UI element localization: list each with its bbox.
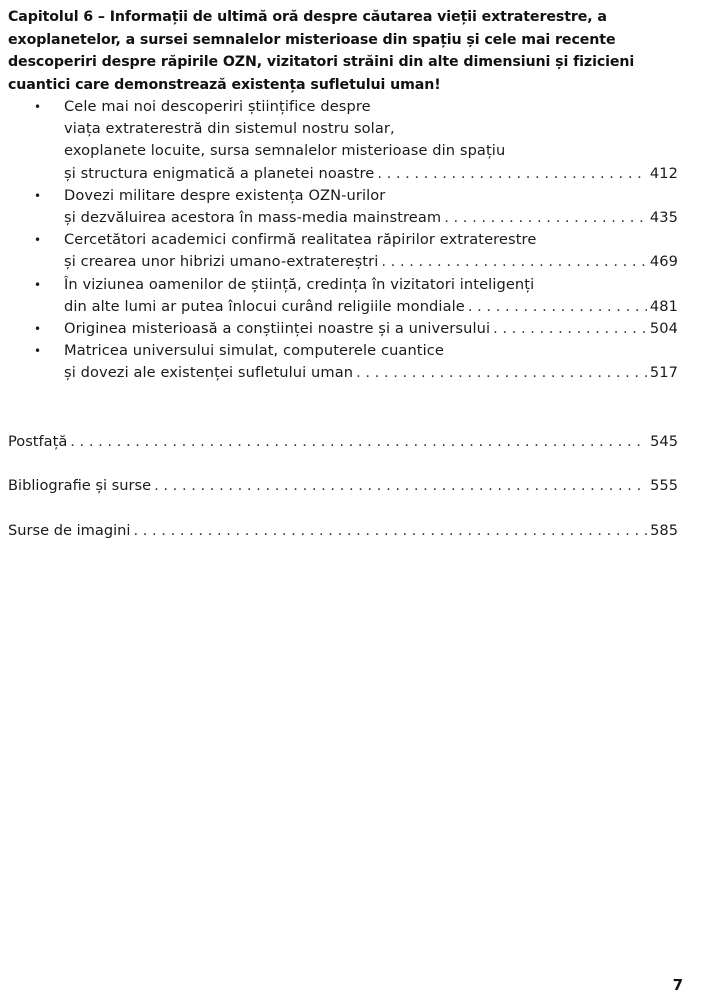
toc-entry-bibliography	[8, 475, 678, 497]
toc-entry-image-sources	[8, 520, 678, 542]
bullet-icon: •	[34, 233, 42, 248]
dot-leader	[493, 318, 647, 340]
toc-entry	[8, 229, 678, 273]
page-number: 435	[649, 209, 678, 227]
bullet-icon: •	[34, 100, 42, 114]
entry-text-line: exoplanete locuite, sursa semnalelor misterioase din spațiu	[64, 142, 506, 160]
page-number: 481	[649, 297, 678, 315]
page-number: 412	[649, 164, 678, 182]
entry-text-line: și dezvăluirea acestora în mass-media mainstream	[64, 209, 442, 227]
page-number: 504	[649, 320, 678, 338]
chapter-entries	[8, 96, 678, 385]
page-number: 517	[649, 364, 678, 382]
entry-leader-line	[64, 362, 678, 384]
dot-leader	[381, 251, 646, 273]
entry-label: Postfață	[8, 432, 68, 450]
page-number: 545	[650, 432, 678, 450]
entry-text-line: și structura enigmatică a planetei noastre	[64, 164, 375, 182]
entry-text-line: Dovezi militare despre existența OZN-urilor	[64, 186, 386, 204]
chapter-title: Capitolul 6 – Informații de ultimă oră despre căutarea vieții extraterestre, a exoplanetelor, a sursei semnalelor misterioase din spațiu și cele mai recente descoperiri despre răpirile OZN, vizitatori străini din alte dimensiuni și fizicieni cuantici care demonstrează existența sufletului uman!	[8, 9, 635, 93]
entry-leader-line	[64, 251, 678, 273]
dot-leader	[377, 163, 647, 185]
dot-leader	[468, 296, 647, 318]
bullet-icon: •	[34, 344, 42, 359]
toc-entry	[8, 340, 678, 384]
page-number: 469	[649, 253, 678, 271]
page-number: 555	[650, 477, 678, 495]
entry-text-line: din alte lumi ar putea înlocui curând religiile mondiale	[64, 297, 465, 315]
bullet-icon: •	[34, 322, 42, 337]
entry-label: Surse de imagini	[8, 521, 131, 539]
entry-leader-line	[64, 296, 678, 318]
entry-text-line: Cercetători academici confirmă realitatea răpirilor extraterestre	[64, 231, 537, 249]
entry-text-line: Originea misterioasă a conștiinței noastre și a universului	[64, 320, 491, 338]
toc-entry	[8, 274, 678, 318]
entry-text-line: viața extraterestră din sistemul nostru solar,	[64, 120, 395, 138]
dot-leader	[444, 207, 647, 229]
entry-text-line: și crearea unor hibrizi umano-extratereștri	[64, 253, 379, 271]
bullet-icon: •	[34, 277, 42, 292]
toc-entry	[8, 185, 678, 229]
table-of-contents	[8, 6, 678, 564]
entry-text-line: Cele mai noi descoperiri științifice despre	[64, 98, 371, 115]
toc-entry	[8, 96, 678, 185]
entry-leader-line	[64, 163, 678, 185]
entry-leader-line	[64, 207, 678, 229]
entry-text-line: În viziunea oamenilor de știință, credința în vizitatori inteligenți	[64, 275, 535, 293]
entry-label: Bibliografie și surse	[8, 477, 152, 495]
page-number: 585	[650, 521, 678, 539]
dot-leader	[356, 362, 647, 384]
toc-entry	[8, 318, 678, 340]
entry-text-line: și dovezi ale existenței sufletului uman	[64, 364, 354, 382]
page-folio: 7	[672, 976, 683, 994]
entry-leader-line	[64, 318, 678, 340]
entry-text-line: Matricea universului simulat, computerele cuantice	[64, 342, 444, 360]
bullet-icon: •	[34, 188, 42, 203]
toc-entry-postface	[8, 431, 678, 453]
dot-leader	[133, 520, 647, 542]
dot-leader	[154, 475, 647, 497]
dot-leader	[70, 431, 647, 453]
back-matter	[8, 431, 678, 542]
